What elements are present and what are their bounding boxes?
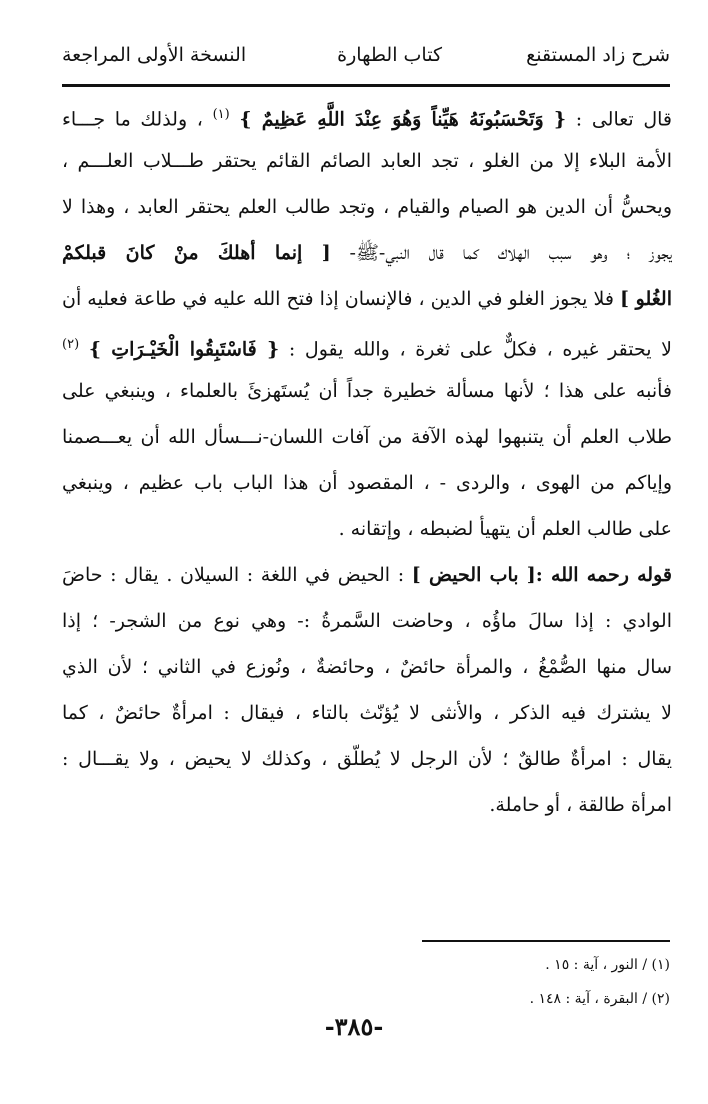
- text-line-5: [62, 276, 672, 322]
- page-number: -٣٨٥-: [324, 1012, 384, 1041]
- line-text: امرأة طالقة ، أو حاملة.: [489, 794, 672, 816]
- hadith-quote: [ إنما أهلكَ منْ كانَ قبلكمْ: [62, 242, 331, 264]
- text-line-9: [62, 460, 672, 506]
- text-line-10: [62, 506, 672, 552]
- line-text: الوادي : إذا سالَ ماؤُه ، وحاضت السَّمرةُ :- وهي نوع من الشجر- ؛ إذا: [62, 610, 672, 632]
- footnote-ref: (١): [212, 107, 230, 122]
- footnote-ref: (٢): [62, 337, 80, 352]
- header-chapter: كتاب الطهارة: [337, 44, 442, 66]
- text-line-2: [62, 138, 672, 184]
- hadith-quote: الغُلو ]: [620, 288, 672, 310]
- running-header: [62, 44, 670, 84]
- text-line-8: [62, 414, 672, 460]
- text-line-6: [62, 322, 672, 368]
- line-text: ، ولذلك ما جـــاء: [62, 108, 203, 131]
- text-line-12: [62, 598, 672, 644]
- line-text: لا يحتقر غيره ، فكلٌّ على ثغرة ، والله يقول :: [288, 338, 672, 361]
- footnote-2: (٢) / البقرة ، آية : ١٤٨ .: [529, 991, 670, 1007]
- section-heading: قوله رحمه الله :[ باب الحيض ]: [411, 564, 672, 586]
- footnote-1: (١) / النور ، آية : ١٥ .: [545, 957, 670, 973]
- line-text: طلاب العلم أن يتنبهوا لهذه الآفة من آفات اللسان-نـــسأل الله أن يعـــصمنا: [62, 426, 672, 448]
- line-text: سال منها الصُّمْغُ ، والمرأة حائضٌ ، وحائضةٌ ، ونُوزع في الثاني ؛ لأن الذي: [62, 656, 672, 678]
- line-text: يقال : امرأةٌ طالقٌ ؛ لأن الرجل لا يُطلّق ، وكذلك لا يحيض ، ولا يقـــال :: [62, 748, 672, 770]
- text-line-4: [62, 230, 672, 276]
- footnotes: [370, 948, 670, 1016]
- footnote-rule: [422, 940, 670, 942]
- line-text: فأنبه على هذا ؛ لأنها مسألة خطيرة جداً أن يُستَهزئَ بالعلماء ، وينبغي على: [62, 380, 672, 402]
- text-line-16: [62, 782, 672, 828]
- body-text: [62, 92, 672, 828]
- text-line-7: [62, 368, 672, 414]
- line-text: فلا يجوز الغلو في الدين ، فالإنسان إذا فتح الله عليه في طاعة فعليه أن: [62, 288, 614, 310]
- text-line-15: [62, 736, 672, 782]
- text-line-11: [62, 552, 672, 598]
- line-text: ويحسُّ أن الدين هو الصيام والقيام ، وتجد طالب العلم يحتقر العابد ، وهذا لا: [62, 196, 672, 218]
- line-text: يجوز ؛ وهو سبب الهلاك كما قال النبي-ﷺ-: [330, 242, 672, 264]
- line-text: على طالب العلم أن يتهيأ لضبطه ، وإتقانه .: [338, 518, 672, 540]
- line-text: قال تعالى :: [575, 108, 672, 131]
- text-line-1: [62, 92, 672, 138]
- text-line-3: [62, 184, 672, 230]
- header-book-title: شرح زاد المستقنع: [526, 44, 670, 66]
- quran-verse: { وَتَحْسَبُونَهُ هَيِّناً وَهُوَ عِنْدَ اللَّهِ عَظِيمٌ }: [239, 108, 567, 131]
- text-line-13: [62, 644, 672, 690]
- line-text: لا يشترك فيه الذكر ، والأنثى لا يُؤنّث بالتاء ، فيقال : امرأةٌ حائضٌ ، كما: [62, 702, 672, 724]
- header-edition: النسخة الأولى المراجعة: [62, 44, 247, 66]
- line-text: الأمة البلاء إلا من الغلو ، تجد العابد الصائم القائم يحتقر طـــلاب العلـــم ،: [62, 150, 672, 172]
- text-line-14: [62, 690, 672, 736]
- line-text: وإياكم من الهوى ، والردى - ، المقصود أن هذا الباب باب عظيم ، وينبغي: [62, 472, 672, 494]
- header-rule: [62, 84, 670, 87]
- line-text: : الحيض في اللغة : السيلان . يقال : حاضَ: [62, 564, 405, 586]
- quran-verse: { فَاسْتَبِقُوا الْخَيْـرَاتِ }: [88, 338, 280, 361]
